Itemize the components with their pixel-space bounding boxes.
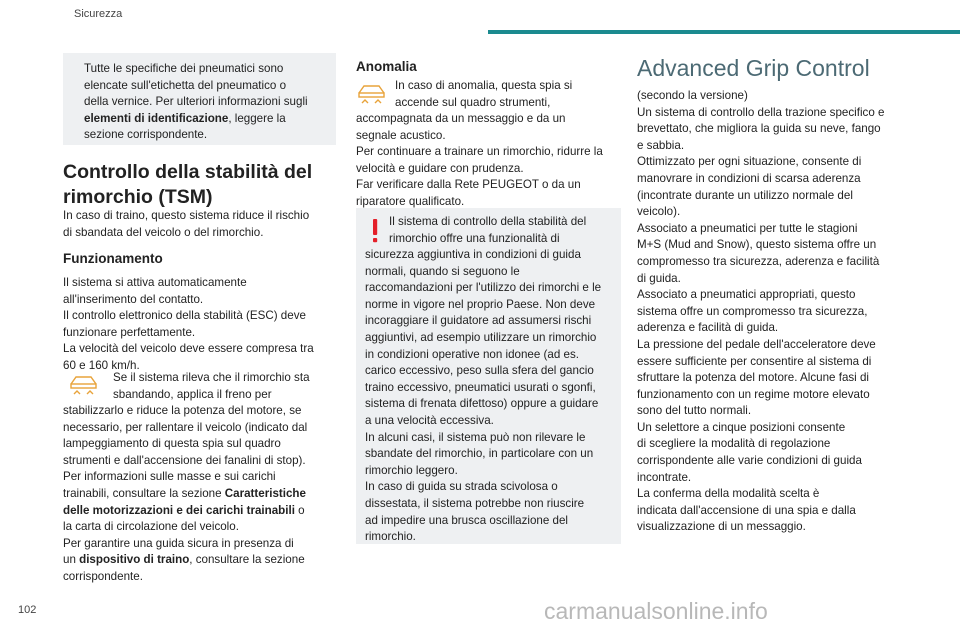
note-text: Tutte le specifiche dei pneumatici sono elencate sull'etichetta del pneumatico o della vernice. Per ulteriori informazioni sugli elementi di identificazione, leggere la sezione corrispondente. <box>84 62 308 142</box>
tsm-intro: In caso di traino, questo sistema riduce il rischio di sbandata del veicolo o del rimorchio. <box>63 209 310 239</box>
funzionamento-heading: Funzionamento <box>63 251 163 266</box>
page-number: 102 <box>18 604 37 616</box>
anomalia-icon-text: In caso di anomalia, questa spia si accende sul quadro strumenti, <box>395 79 573 109</box>
left-body-text: stabilizzarlo e riduce la potenza del motore, se necessario, per rallentare il veicolo (indicato dal lampeggiamento di questa spia sul quadro strumenti e dall'accensione dei fanalini di stop). Per informazioni sulle masse e sui carichi trainabili, consultare la sezione Caratteristiche delle motorizzazioni e dei carichi trainabili o la carta di circolazione del veicolo. Per garantire una guida sicura in presenza di un dispositivo di traino, consultare la sezione corrispondente. <box>63 404 308 583</box>
watermark: carmanualsonline.info <box>544 598 768 624</box>
funzionamento-text: Il sistema si attiva automaticamente all'inserimento del contatto. Il controllo elettronico della stabilità (ESC) deve funzionare perfettamente. La velocità del veicolo deve essere compresa tra 60 e 160 km/h. <box>63 276 314 372</box>
exclamation-icon <box>371 218 379 244</box>
agc-text: (secondo la versione) Un sistema di controllo della trazione specifico e brevettato, che migliora la guida su neve, fango e sabbia. Ottimizzato per ogni situazione, consente di manovrare in condizioni di scarsa aderenza (incontrate durante un utilizzo normale del veicolo). Associato a pneumatici per tutte le stagioni M+S (Mud and Snow), questo sistema offre un compromesso tra sicurezza, aderenza e facilità di guida. Associato a pneumatici appropriati, questo sistema offre un compromesso tra sicurezza, aderenza e facilità di guida. La pressione del pedale dell'acceleratore deve essere sufficiente per consentire al sistema di sfruttare la potenza del motore. Alcune fasi di funzionamento con un regime motore elevato sono del tutto normali. Un selettore a cinque posizioni consente di scegliere la modalità di regolazione corrispondente alle varie condizioni di guida incontrate. La conferma della modalità scelta è indicata dall'accensione di una spia e dalla visualizzazione di un messaggio. <box>637 89 885 534</box>
tsm-title <box>63 160 312 210</box>
agc-title: Advanced Grip Control <box>637 55 870 81</box>
tsm-title-line1: Controllo della stabilità del <box>63 161 313 183</box>
trailer-sway-warning-icon <box>68 371 99 397</box>
tsm-title-line2: rimorchio (TSM) <box>63 186 213 208</box>
warning-note <box>356 208 621 544</box>
anomalia-text: accompagnata da un messaggio e da un segnale acustico. Per continuare a trainare un rimorchio, ridurre la velocità e guidare con prudenza. Far verificare dalla Rete PEUGEOT o da un riparatore qualificato. <box>356 112 603 208</box>
warning-first-lines: Il sistema di controllo della stabilità del rimorchio offre una funzionalità di <box>389 215 587 245</box>
left-icon-text: Se il sistema rileva che il rimorchio sta sbandando, applica il freno per <box>113 371 310 401</box>
warning-text: sicurezza aggiuntiva in condizioni di guida normali, quando si seguono le raccomandazioni per l'utilizzo dei rimorchi e le norme in vigore nel proprio Paese. Non deve incoraggiare il guidatore ad assumersi rischi aggiuntivi, ad esempio utilizzare un rimorchio in condizioni operative non idonee (ad es. carico eccessivo, peso sulla sfera del gancio traino eccessivo, pneumatici usurati o sgonfi, sistema di frenata difettoso) oppure a guidare a una velocità eccessiva. In alcuni casi, il sistema può non rilevare le sbandate del rimorchio, in particolare con un rimorchio leggero. In caso di guida su strada scivolosa o dissestata, il sistema potrebbe non riuscire ad impedire una brusca oscillazione del rimorchio. <box>365 248 602 544</box>
header-accent-bar <box>488 30 960 34</box>
tyre-info-note <box>63 53 336 145</box>
anomalia-heading: Anomalia <box>356 59 417 74</box>
trailer-sway-warning-icon <box>356 80 387 106</box>
header-section: Sicurezza <box>74 8 123 20</box>
